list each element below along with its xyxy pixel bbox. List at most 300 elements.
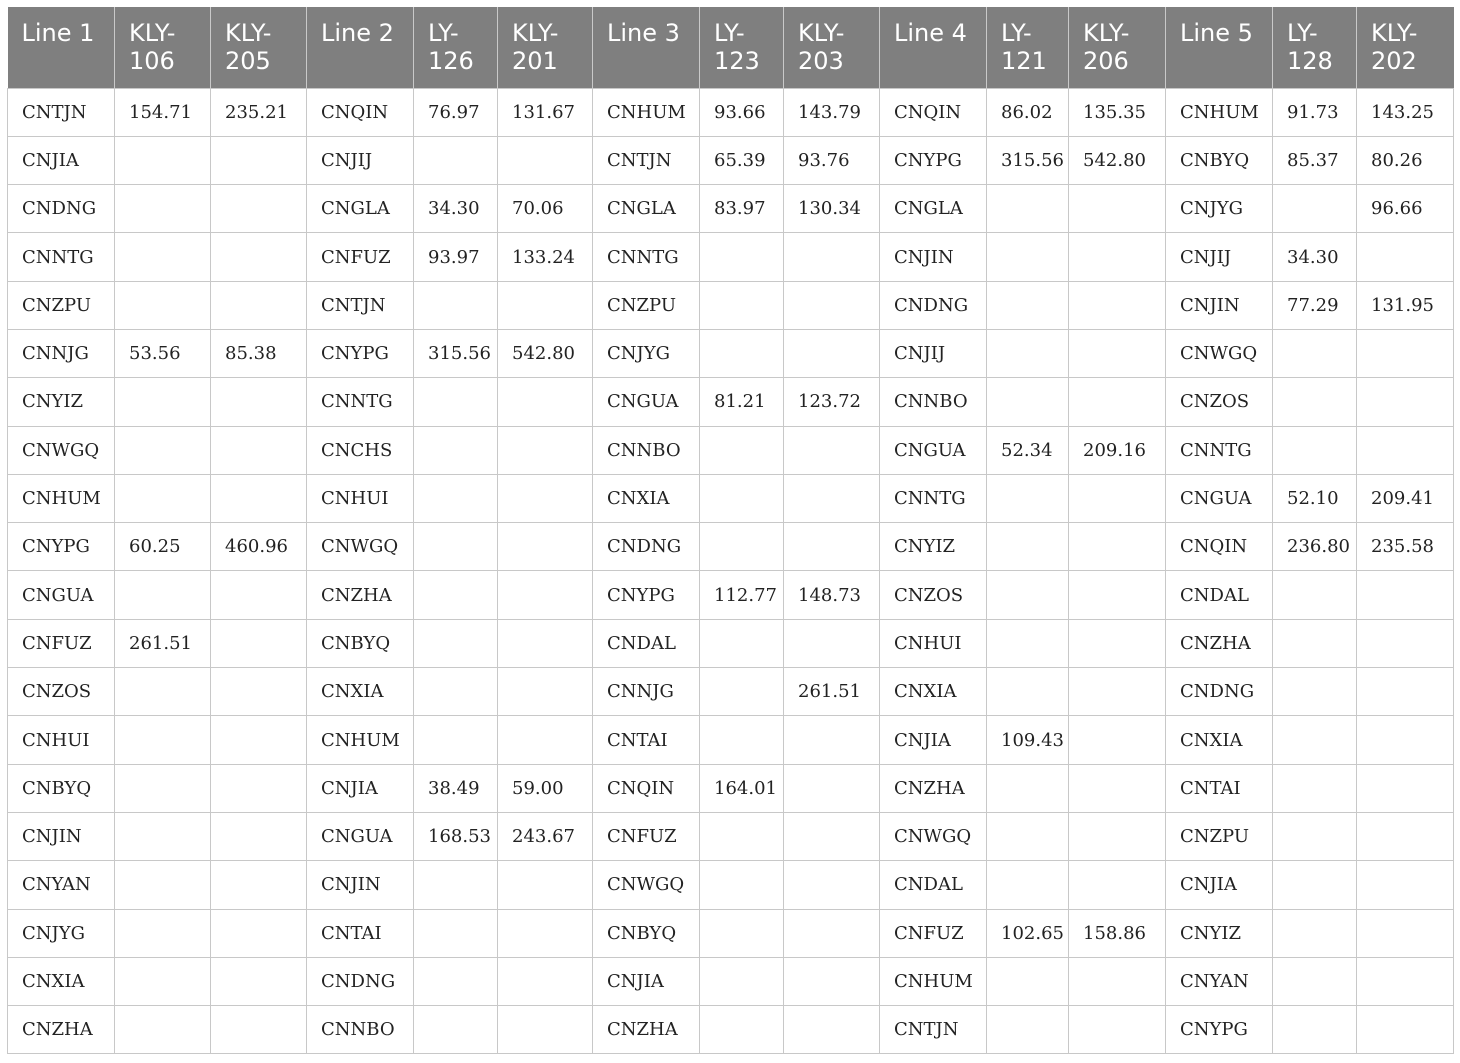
port-code-cell: CNYIZ bbox=[8, 378, 115, 426]
port-code-cell: CNNJG bbox=[593, 668, 700, 716]
value-cell bbox=[211, 1006, 307, 1054]
value-cell bbox=[700, 861, 784, 909]
table-row bbox=[8, 716, 1454, 764]
value-cell bbox=[1273, 185, 1357, 233]
value-cell bbox=[784, 474, 880, 522]
value-cell bbox=[1273, 329, 1357, 377]
value-cell: 168.53 bbox=[414, 812, 498, 860]
port-code-cell: CNZOS bbox=[8, 668, 115, 716]
port-code-cell: CNZHA bbox=[593, 1006, 700, 1054]
column-header: KLY-203 bbox=[784, 7, 880, 88]
value-cell bbox=[115, 1006, 211, 1054]
port-code-cell: CNJIN bbox=[307, 861, 414, 909]
port-code-cell: CNZOS bbox=[1166, 378, 1273, 426]
port-code-cell: CNGUA bbox=[307, 812, 414, 860]
table-row bbox=[8, 861, 1454, 909]
port-code-cell: CNWGQ bbox=[593, 861, 700, 909]
value-cell bbox=[700, 426, 784, 474]
port-code-cell: CNJIJ bbox=[880, 329, 987, 377]
value-cell bbox=[784, 619, 880, 667]
port-code-cell: CNNTG bbox=[880, 474, 987, 522]
value-cell: 52.34 bbox=[987, 426, 1069, 474]
value-cell bbox=[784, 281, 880, 329]
value-cell bbox=[115, 474, 211, 522]
value-cell bbox=[987, 378, 1069, 426]
value-cell bbox=[987, 523, 1069, 571]
value-cell: 130.34 bbox=[784, 185, 880, 233]
value-cell bbox=[115, 764, 211, 812]
value-cell bbox=[115, 571, 211, 619]
port-code-cell: CNFUZ bbox=[307, 233, 414, 281]
value-cell: 34.30 bbox=[414, 185, 498, 233]
port-code-cell: CNYIZ bbox=[1166, 909, 1273, 957]
table-row bbox=[8, 474, 1454, 522]
value-cell bbox=[498, 136, 593, 184]
value-cell bbox=[1357, 716, 1454, 764]
value-cell bbox=[987, 1006, 1069, 1054]
port-code-cell: CNNBO bbox=[593, 426, 700, 474]
value-cell: 236.80 bbox=[1273, 523, 1357, 571]
value-cell: 59.00 bbox=[498, 764, 593, 812]
value-cell bbox=[211, 233, 307, 281]
port-code-cell: CNTJN bbox=[8, 88, 115, 136]
column-header: KLY-206 bbox=[1069, 7, 1166, 88]
column-header: KLY-106 bbox=[115, 7, 211, 88]
port-code-cell: CNDNG bbox=[307, 957, 414, 1005]
port-code-cell: CNYPG bbox=[880, 136, 987, 184]
port-code-cell: CNFUZ bbox=[593, 812, 700, 860]
value-cell: 135.35 bbox=[1069, 88, 1166, 136]
value-cell bbox=[987, 764, 1069, 812]
value-cell bbox=[987, 861, 1069, 909]
value-cell bbox=[1357, 571, 1454, 619]
value-cell bbox=[1357, 233, 1454, 281]
value-cell bbox=[115, 957, 211, 1005]
value-cell bbox=[700, 233, 784, 281]
value-cell bbox=[700, 716, 784, 764]
port-code-cell: CNQIN bbox=[307, 88, 414, 136]
port-code-cell: CNZHA bbox=[8, 1006, 115, 1054]
table-row bbox=[8, 88, 1454, 136]
value-cell bbox=[1273, 812, 1357, 860]
value-cell bbox=[1357, 764, 1454, 812]
value-cell bbox=[498, 668, 593, 716]
value-cell bbox=[414, 378, 498, 426]
table-body bbox=[8, 88, 1454, 1054]
value-cell bbox=[1357, 861, 1454, 909]
value-cell bbox=[1069, 281, 1166, 329]
value-cell: 109.43 bbox=[987, 716, 1069, 764]
value-cell bbox=[1069, 378, 1166, 426]
port-code-cell: CNXIA bbox=[880, 668, 987, 716]
value-cell bbox=[211, 474, 307, 522]
table-row bbox=[8, 619, 1454, 667]
value-cell bbox=[414, 523, 498, 571]
port-code-cell: CNXIA bbox=[8, 957, 115, 1005]
value-cell bbox=[1069, 619, 1166, 667]
table-row bbox=[8, 812, 1454, 860]
value-cell bbox=[784, 523, 880, 571]
value-cell bbox=[498, 378, 593, 426]
port-code-cell: CNHUM bbox=[593, 88, 700, 136]
table-row bbox=[8, 426, 1454, 474]
value-cell bbox=[1357, 426, 1454, 474]
value-cell bbox=[115, 426, 211, 474]
value-cell: 93.76 bbox=[784, 136, 880, 184]
value-cell bbox=[1069, 571, 1166, 619]
port-code-cell: CNDNG bbox=[1166, 668, 1273, 716]
value-cell: 143.25 bbox=[1357, 88, 1454, 136]
column-header: Line 4 bbox=[880, 7, 987, 88]
port-code-cell: CNJYG bbox=[1166, 185, 1273, 233]
value-cell bbox=[414, 474, 498, 522]
value-cell bbox=[700, 474, 784, 522]
port-code-cell: CNHUM bbox=[307, 716, 414, 764]
value-cell bbox=[115, 233, 211, 281]
column-header: KLY-201 bbox=[498, 7, 593, 88]
column-header: KLY-202 bbox=[1357, 7, 1454, 88]
value-cell bbox=[784, 861, 880, 909]
value-cell bbox=[498, 426, 593, 474]
value-cell: 542.80 bbox=[498, 329, 593, 377]
value-cell: 123.72 bbox=[784, 378, 880, 426]
value-cell: 261.51 bbox=[784, 668, 880, 716]
value-cell bbox=[1069, 185, 1166, 233]
port-code-cell: CNYIZ bbox=[880, 523, 987, 571]
table-row bbox=[8, 185, 1454, 233]
value-cell: 164.01 bbox=[700, 764, 784, 812]
table-row bbox=[8, 329, 1454, 377]
port-code-cell: CNDNG bbox=[880, 281, 987, 329]
value-cell: 86.02 bbox=[987, 88, 1069, 136]
port-code-cell: CNJIA bbox=[593, 957, 700, 1005]
column-header: LY-123 bbox=[700, 7, 784, 88]
value-cell: 96.66 bbox=[1357, 185, 1454, 233]
value-cell bbox=[700, 329, 784, 377]
value-cell bbox=[414, 909, 498, 957]
column-header: LY-126 bbox=[414, 7, 498, 88]
table-header bbox=[8, 7, 1454, 88]
value-cell bbox=[987, 233, 1069, 281]
value-cell bbox=[115, 716, 211, 764]
port-code-cell: CNYPG bbox=[1166, 1006, 1273, 1054]
value-cell: 131.67 bbox=[498, 88, 593, 136]
value-cell bbox=[211, 909, 307, 957]
value-cell bbox=[414, 426, 498, 474]
value-cell: 34.30 bbox=[1273, 233, 1357, 281]
port-code-cell: CNDNG bbox=[593, 523, 700, 571]
value-cell: 80.26 bbox=[1357, 136, 1454, 184]
value-cell bbox=[700, 957, 784, 1005]
value-cell bbox=[784, 426, 880, 474]
port-code-cell: CNGUA bbox=[593, 378, 700, 426]
value-cell bbox=[700, 619, 784, 667]
port-code-cell: CNJIN bbox=[880, 233, 987, 281]
port-code-cell: CNJIA bbox=[307, 764, 414, 812]
value-cell bbox=[1357, 329, 1454, 377]
port-code-cell: CNZPU bbox=[8, 281, 115, 329]
value-cell bbox=[987, 281, 1069, 329]
value-cell bbox=[211, 619, 307, 667]
value-cell bbox=[211, 668, 307, 716]
port-code-cell: CNQIN bbox=[880, 88, 987, 136]
value-cell bbox=[211, 764, 307, 812]
table-row bbox=[8, 957, 1454, 1005]
value-cell bbox=[115, 909, 211, 957]
port-code-cell: CNNTG bbox=[8, 233, 115, 281]
value-cell: 131.95 bbox=[1357, 281, 1454, 329]
column-header: Line 3 bbox=[593, 7, 700, 88]
port-code-cell: CNGUA bbox=[8, 571, 115, 619]
value-cell bbox=[1273, 764, 1357, 812]
value-cell: 235.21 bbox=[211, 88, 307, 136]
port-code-cell: CNZHA bbox=[880, 764, 987, 812]
value-cell bbox=[211, 281, 307, 329]
port-code-cell: CNHUM bbox=[1166, 88, 1273, 136]
value-cell: 83.97 bbox=[700, 185, 784, 233]
port-code-cell: CNBYQ bbox=[593, 909, 700, 957]
port-code-cell: CNWGQ bbox=[880, 812, 987, 860]
port-code-cell: CNTAI bbox=[1166, 764, 1273, 812]
value-cell bbox=[115, 668, 211, 716]
value-cell bbox=[498, 861, 593, 909]
value-cell: 81.21 bbox=[700, 378, 784, 426]
port-code-cell: CNZHA bbox=[307, 571, 414, 619]
value-cell bbox=[784, 1006, 880, 1054]
port-code-cell: CNWGQ bbox=[307, 523, 414, 571]
value-cell bbox=[211, 957, 307, 1005]
port-code-cell: CNTJN bbox=[307, 281, 414, 329]
port-code-cell: CNDAL bbox=[1166, 571, 1273, 619]
port-code-cell: CNYAN bbox=[1166, 957, 1273, 1005]
value-cell: 235.58 bbox=[1357, 523, 1454, 571]
value-cell: 93.66 bbox=[700, 88, 784, 136]
value-cell bbox=[115, 281, 211, 329]
table-row bbox=[8, 909, 1454, 957]
value-cell bbox=[784, 329, 880, 377]
value-cell bbox=[987, 329, 1069, 377]
port-code-cell: CNNBO bbox=[307, 1006, 414, 1054]
port-code-cell: CNHUI bbox=[8, 716, 115, 764]
value-cell: 85.38 bbox=[211, 329, 307, 377]
value-cell bbox=[211, 861, 307, 909]
value-cell: 85.37 bbox=[1273, 136, 1357, 184]
port-code-cell: CNNTG bbox=[1166, 426, 1273, 474]
port-code-cell: CNTJN bbox=[593, 136, 700, 184]
value-cell: 209.41 bbox=[1357, 474, 1454, 522]
value-cell bbox=[1069, 1006, 1166, 1054]
value-cell bbox=[700, 1006, 784, 1054]
value-cell: 102.65 bbox=[987, 909, 1069, 957]
port-code-cell: CNHUM bbox=[8, 474, 115, 522]
value-cell bbox=[1273, 861, 1357, 909]
value-cell bbox=[211, 571, 307, 619]
value-cell: 70.06 bbox=[498, 185, 593, 233]
value-cell bbox=[700, 523, 784, 571]
port-code-cell: CNBYQ bbox=[307, 619, 414, 667]
value-cell bbox=[1357, 619, 1454, 667]
value-cell bbox=[1357, 812, 1454, 860]
value-cell bbox=[1273, 426, 1357, 474]
value-cell: 542.80 bbox=[1069, 136, 1166, 184]
port-code-cell: CNJIN bbox=[8, 812, 115, 860]
value-cell bbox=[211, 426, 307, 474]
value-cell: 91.73 bbox=[1273, 88, 1357, 136]
value-cell bbox=[211, 136, 307, 184]
value-cell bbox=[987, 957, 1069, 1005]
port-table-container bbox=[7, 7, 1453, 1054]
value-cell bbox=[414, 861, 498, 909]
column-header: Line 5 bbox=[1166, 7, 1273, 88]
table-row bbox=[8, 233, 1454, 281]
value-cell: 38.49 bbox=[414, 764, 498, 812]
port-code-cell: CNFUZ bbox=[8, 619, 115, 667]
value-cell bbox=[414, 716, 498, 764]
port-code-cell: CNJIJ bbox=[307, 136, 414, 184]
port-code-cell: CNXIA bbox=[1166, 716, 1273, 764]
value-cell bbox=[1357, 909, 1454, 957]
port-code-cell: CNBYQ bbox=[8, 764, 115, 812]
value-cell bbox=[1069, 233, 1166, 281]
port-code-cell: CNYAN bbox=[8, 861, 115, 909]
value-cell bbox=[414, 571, 498, 619]
port-code-cell: CNFUZ bbox=[880, 909, 987, 957]
port-code-cell: CNNTG bbox=[593, 233, 700, 281]
table-row bbox=[8, 571, 1454, 619]
value-cell bbox=[1069, 812, 1166, 860]
port-code-cell: CNYPG bbox=[307, 329, 414, 377]
port-code-cell: CNGUA bbox=[1166, 474, 1273, 522]
port-code-cell: CNHUI bbox=[880, 619, 987, 667]
value-cell bbox=[498, 716, 593, 764]
value-cell bbox=[1273, 957, 1357, 1005]
value-cell: 315.56 bbox=[414, 329, 498, 377]
value-cell: 158.86 bbox=[1069, 909, 1166, 957]
value-cell: 133.24 bbox=[498, 233, 593, 281]
port-code-cell: CNZPU bbox=[593, 281, 700, 329]
port-code-cell: CNHUI bbox=[307, 474, 414, 522]
port-code-cell: CNJIA bbox=[880, 716, 987, 764]
value-cell bbox=[1273, 619, 1357, 667]
value-cell bbox=[414, 668, 498, 716]
value-cell bbox=[1273, 668, 1357, 716]
value-cell: 53.56 bbox=[115, 329, 211, 377]
value-cell bbox=[498, 523, 593, 571]
port-code-cell: CNQIN bbox=[593, 764, 700, 812]
column-header: Line 2 bbox=[307, 7, 414, 88]
port-code-cell: CNZOS bbox=[880, 571, 987, 619]
port-code-cell: CNJIJ bbox=[1166, 233, 1273, 281]
table-row bbox=[8, 136, 1454, 184]
value-cell bbox=[211, 378, 307, 426]
value-cell bbox=[414, 136, 498, 184]
value-cell bbox=[700, 668, 784, 716]
value-cell bbox=[1069, 957, 1166, 1005]
port-code-cell: CNGLA bbox=[880, 185, 987, 233]
port-code-cell: CNGUA bbox=[880, 426, 987, 474]
port-code-cell: CNZHA bbox=[1166, 619, 1273, 667]
value-cell bbox=[987, 474, 1069, 522]
port-code-cell: CNCHS bbox=[307, 426, 414, 474]
value-cell bbox=[115, 136, 211, 184]
column-header: Line 1 bbox=[8, 7, 115, 88]
value-cell bbox=[211, 812, 307, 860]
value-cell bbox=[700, 812, 784, 860]
column-header: LY-121 bbox=[987, 7, 1069, 88]
value-cell bbox=[1357, 378, 1454, 426]
value-cell: 77.29 bbox=[1273, 281, 1357, 329]
value-cell: 315.56 bbox=[987, 136, 1069, 184]
value-cell bbox=[498, 571, 593, 619]
value-cell bbox=[414, 619, 498, 667]
port-code-cell: CNDAL bbox=[593, 619, 700, 667]
value-cell bbox=[211, 185, 307, 233]
value-cell bbox=[498, 909, 593, 957]
port-code-cell: CNXIA bbox=[593, 474, 700, 522]
value-cell bbox=[115, 185, 211, 233]
value-cell bbox=[115, 378, 211, 426]
value-cell bbox=[1273, 571, 1357, 619]
value-cell bbox=[1069, 668, 1166, 716]
header-row bbox=[8, 7, 1454, 88]
value-cell: 143.79 bbox=[784, 88, 880, 136]
value-cell: 148.73 bbox=[784, 571, 880, 619]
value-cell bbox=[498, 619, 593, 667]
value-cell bbox=[784, 909, 880, 957]
value-cell bbox=[1069, 523, 1166, 571]
port-code-cell: CNWGQ bbox=[1166, 329, 1273, 377]
value-cell bbox=[211, 716, 307, 764]
port-code-cell: CNWGQ bbox=[8, 426, 115, 474]
port-code-cell: CNTAI bbox=[593, 716, 700, 764]
value-cell: 154.71 bbox=[115, 88, 211, 136]
value-cell bbox=[414, 1006, 498, 1054]
table-row bbox=[8, 281, 1454, 329]
value-cell bbox=[1357, 1006, 1454, 1054]
value-cell: 243.67 bbox=[498, 812, 593, 860]
value-cell bbox=[1273, 1006, 1357, 1054]
port-code-cell: CNGLA bbox=[307, 185, 414, 233]
port-code-cell: CNTAI bbox=[307, 909, 414, 957]
value-cell bbox=[1357, 957, 1454, 1005]
value-cell bbox=[498, 1006, 593, 1054]
column-header: LY-128 bbox=[1273, 7, 1357, 88]
port-code-cell: CNJIN bbox=[1166, 281, 1273, 329]
port-code-cell: CNTJN bbox=[880, 1006, 987, 1054]
value-cell bbox=[1069, 764, 1166, 812]
port-code-cell: CNYPG bbox=[8, 523, 115, 571]
value-cell bbox=[987, 185, 1069, 233]
value-cell bbox=[987, 812, 1069, 860]
port-code-cell: CNJYG bbox=[593, 329, 700, 377]
value-cell: 261.51 bbox=[115, 619, 211, 667]
port-code-cell: CNHUM bbox=[880, 957, 987, 1005]
value-cell bbox=[784, 716, 880, 764]
value-cell bbox=[414, 957, 498, 1005]
value-cell: 52.10 bbox=[1273, 474, 1357, 522]
port-code-cell: CNJIA bbox=[8, 136, 115, 184]
port-code-cell: CNXIA bbox=[307, 668, 414, 716]
value-cell: 60.25 bbox=[115, 523, 211, 571]
value-cell: 460.96 bbox=[211, 523, 307, 571]
value-cell bbox=[987, 668, 1069, 716]
value-cell bbox=[987, 619, 1069, 667]
value-cell bbox=[987, 571, 1069, 619]
value-cell: 65.39 bbox=[700, 136, 784, 184]
value-cell bbox=[1069, 861, 1166, 909]
value-cell: 209.16 bbox=[1069, 426, 1166, 474]
value-cell bbox=[115, 861, 211, 909]
